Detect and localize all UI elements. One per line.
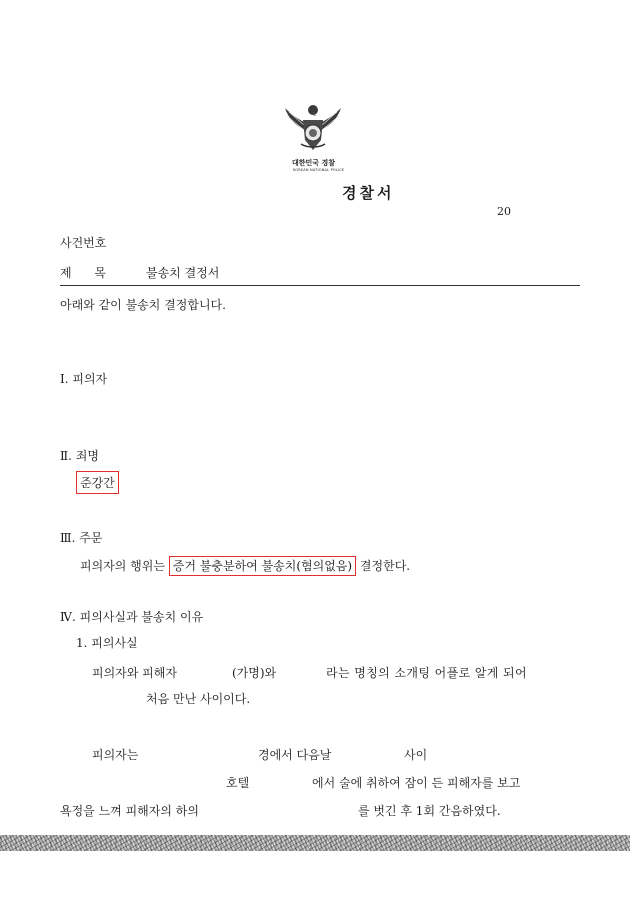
order-line xyxy=(80,557,410,574)
facts-p2-hotel: 호텔 xyxy=(226,776,250,790)
facts-p2-line3-a: 욕정을 느껴 피해자의 하의 xyxy=(60,804,199,818)
subject-value: 불송치 결정서 xyxy=(146,266,220,280)
document-title: 경찰서 xyxy=(342,184,395,202)
redaction-noise-band xyxy=(0,835,630,851)
order-text-after: 결정한다. xyxy=(359,559,411,573)
facts-p2-line3-b: 를 벗긴 후 1회 간음하였다. xyxy=(358,804,501,818)
subject-label: 제 목 xyxy=(60,266,107,280)
charge-name: 준강간 xyxy=(76,471,119,494)
document-year: 20 xyxy=(497,205,511,218)
facts-p2-b: 경에서 다음날 xyxy=(258,748,332,762)
section-charge-heading: Ⅱ. 죄명 xyxy=(60,449,99,463)
police-eagle-emblem-icon xyxy=(281,100,345,156)
order-decision-highlight: 증거 불충분하여 불송치(혐의없음) xyxy=(169,556,356,576)
section-order-heading: Ⅲ. 주문 xyxy=(60,531,103,545)
facts-p1-b: (가명)와 xyxy=(232,666,277,680)
facts-p1-a: 피의자와 피해자 xyxy=(92,666,177,680)
header-divider xyxy=(60,285,580,286)
facts-p2-c: 사이 xyxy=(404,748,428,762)
facts-subheading: 1. 피의사실 xyxy=(76,636,138,650)
case-number-label: 사건번호 xyxy=(60,236,107,250)
section-facts-heading: Ⅳ. 피의사실과 불송치 이유 xyxy=(60,610,204,624)
facts-p2-a: 피의자는 xyxy=(92,748,139,762)
section-suspect-heading: Ⅰ. 피의자 xyxy=(60,372,108,386)
intro-text: 아래와 같이 불송치 결정합니다. xyxy=(60,298,226,312)
emblem-name-en: KOREAN NATIONAL POLICE xyxy=(293,168,345,172)
facts-p1-line2: 처음 만난 사이이다. xyxy=(146,692,251,706)
emblem-name: 대한민국 경찰 xyxy=(292,159,336,167)
facts-p2-line2: 에서 술에 취하여 잠이 든 피해자를 보고 xyxy=(312,776,521,790)
order-text-before: 피의자의 행위는 xyxy=(80,559,165,573)
facts-p1-c: 라는 명칭의 소개팅 어플로 알게 되어 xyxy=(326,666,527,680)
